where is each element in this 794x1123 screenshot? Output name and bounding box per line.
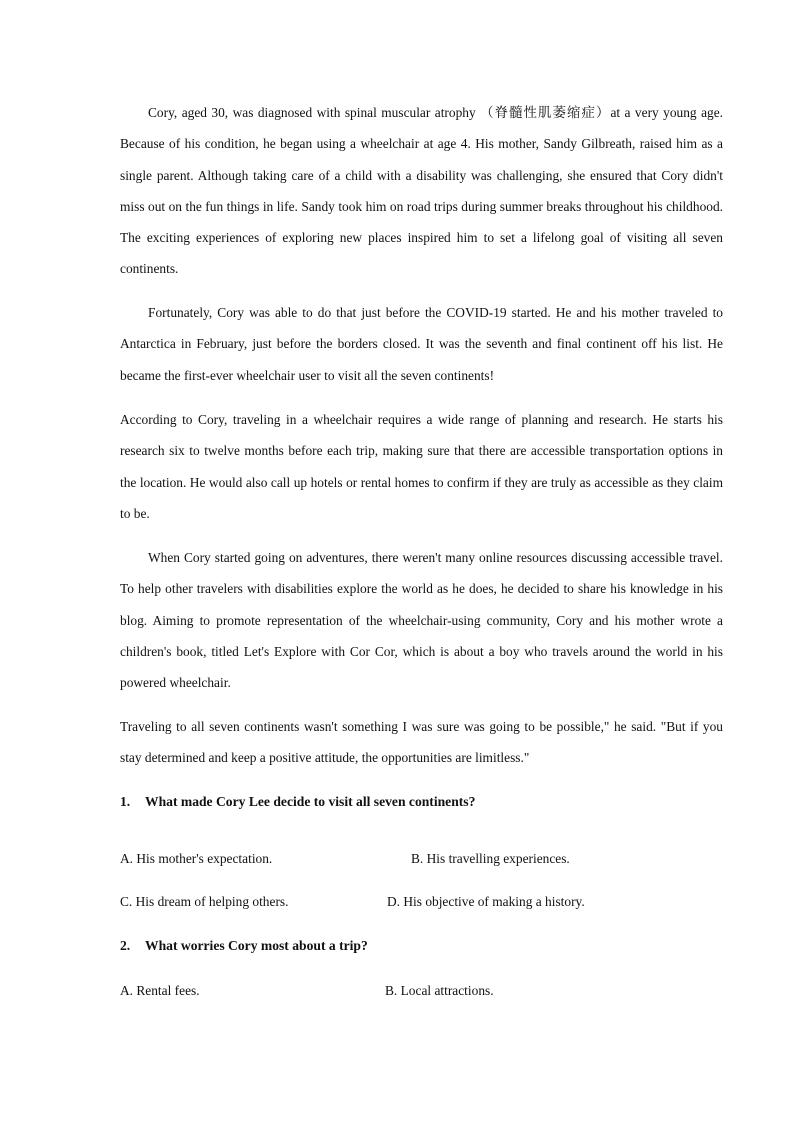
question-2-number: 2.: [120, 938, 131, 953]
question-1: [120, 794, 475, 810]
question-1-number: 1.: [120, 794, 131, 809]
passage-paragraph-3: According to Cory, traveling in a wheelchair requires a wide range of planning and research. He starts his research six to twelve months before each trip, making sure that there are accessible transportation options in the location. He would also call up hotels or rental homes to confirm if they are truly as accessible as they claim to be.: [120, 412, 723, 521]
question-2-option-a: A. Rental fees.: [120, 983, 200, 998]
question-1-option-c: C. His dream of helping others.: [120, 894, 289, 909]
passage-paragraph-2: Fortunately, Cory was able to do that just before the COVID-19 started. He and his mother traveled to Antarctica in February, just before the borders closed. It was the seventh and final continent off his list. He became the first-ever wheelchair user to visit all the seven continents!: [120, 305, 723, 383]
question-1-option-b: B. His travelling experiences.: [411, 851, 570, 866]
passage-paragraph-1: Cory, aged 30, was diagnosed with spinal muscular atrophy （脊髓性肌萎缩症）at a very young age. Because of his condition, he began using a wheelchair at age 4. His mother, Sandy Gilbreath, raised him as a single parent. Although taking care of a child with a disability was challenging, she ensured that Cory didn't miss out on the fun things in life. Sandy took him on road trips during summer breaks throughout his childhood. The exciting experiences of exploring new places inspired him to set a lifelong goal of visiting all seven continents.: [120, 105, 723, 277]
passage-paragraph-5: Traveling to all seven continents wasn't something I was sure was going to be possible," he said. "But if you stay determined and keep a positive attitude, the opportunities are limitless.": [120, 719, 723, 766]
question-1-option-a: A. His mother's expectation.: [120, 851, 273, 866]
passage-paragraph-4: When Cory started going on adventures, there weren't many online resources discussing accessible travel. To help other travelers with disabilities explore the world as he does, he decided to share his knowledge in his blog. Aiming to promote representation of the wheelchair-using community, Cory and his mother wrote a children's book, titled Let's Explore with Cor Cor, which is about a boy who travels around the world in his powered wheelchair.: [120, 550, 723, 691]
question-2-text: What worries Cory most about a trip?: [145, 938, 368, 953]
question-2: [120, 938, 368, 954]
question-1-text: What made Cory Lee decide to visit all seven continents?: [145, 794, 476, 809]
question-2-option-b: B. Local attractions.: [385, 983, 494, 998]
question-1-option-d: D. His objective of making a history.: [387, 894, 585, 909]
